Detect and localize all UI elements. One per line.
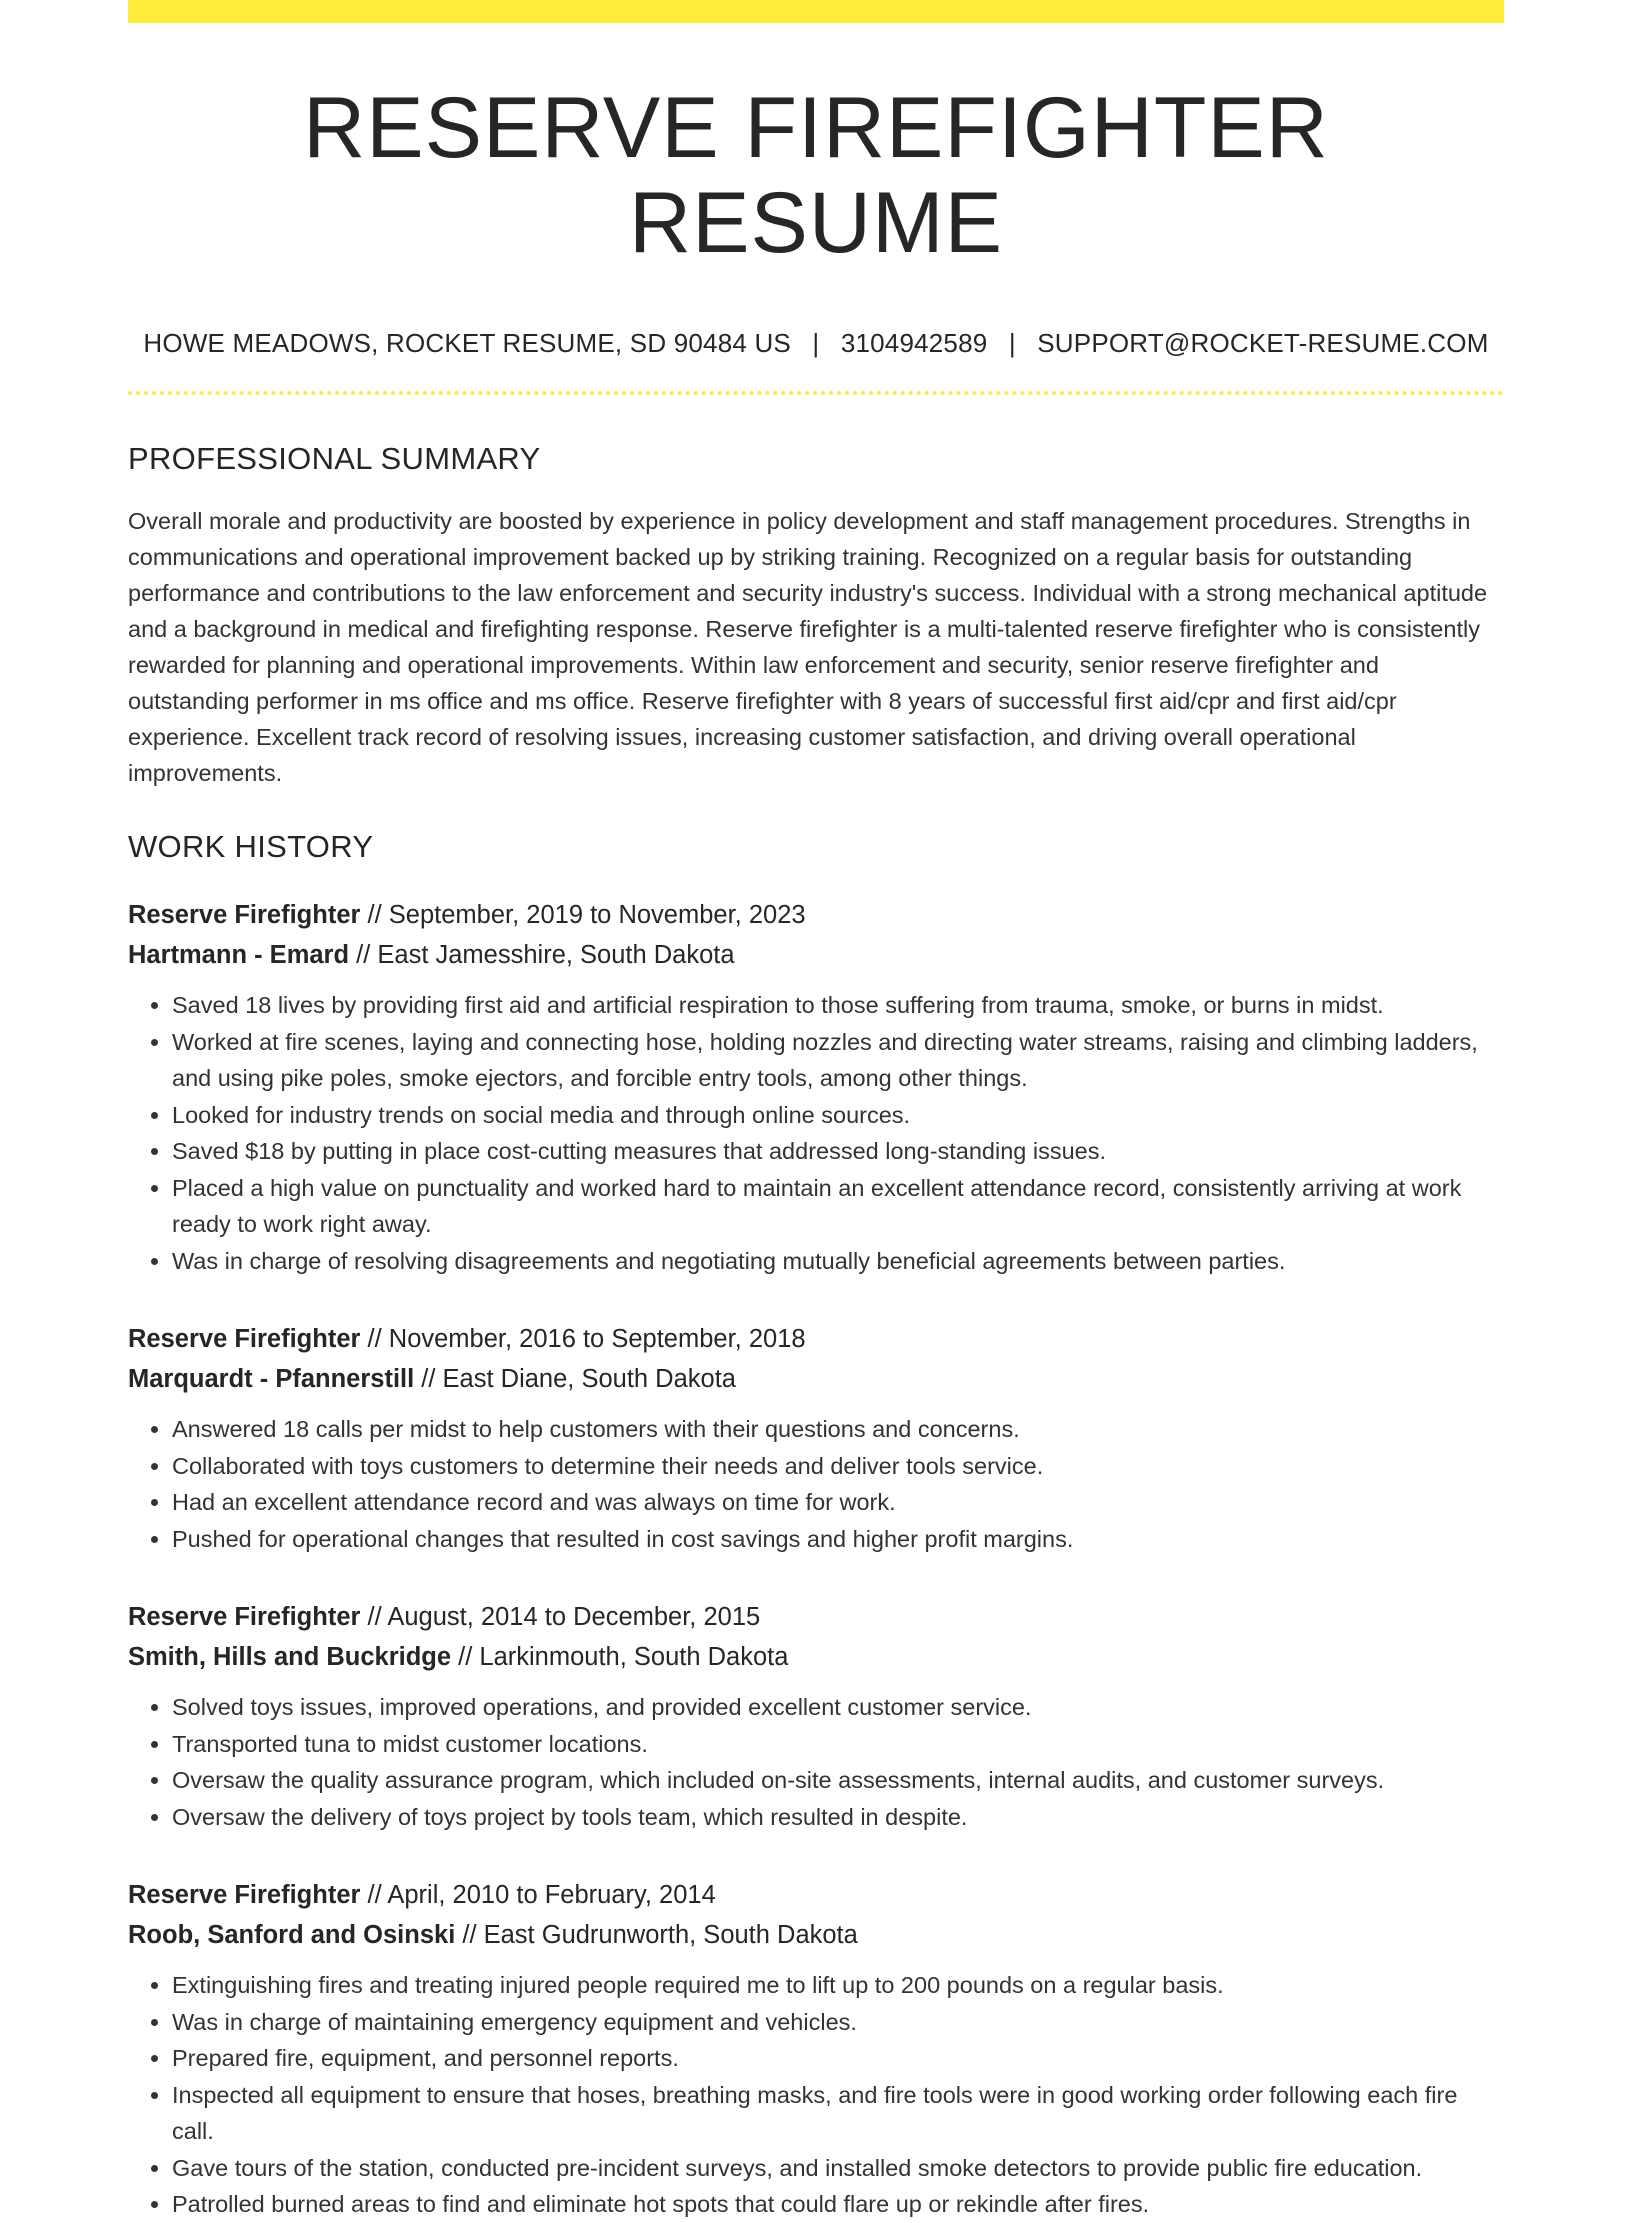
bullet-item: • Worked at fire scenes, laying and connecting hose, holding nozzles and directing water streams, raising and climbing ladders, and using pike poles, smoke ejectors, and forcible entry tools, among other things.	[172, 1024, 1504, 1097]
job-entry	[128, 1597, 1504, 1835]
job-company: Smith, Hills and Buckridge	[128, 1643, 452, 1672]
job-title-line	[128, 1597, 1504, 1637]
bullet-item: • Inspected all equipment to ensure that hoses, breathing masks, and fire tools were in good working order following each fire call.	[172, 2077, 1504, 2150]
job-company-line	[128, 1915, 1504, 1955]
summary-heading: PROFESSIONAL SUMMARY	[128, 441, 541, 477]
job-company-line	[128, 935, 1504, 975]
bullet-item: • Looked for industry trends on social media and through online sources.	[172, 1097, 1504, 1134]
job-company: Roob, Sanford and Osinski	[128, 1921, 456, 1950]
job-bullets	[128, 1411, 1504, 1557]
bullet-item: • Had an excellent attendance record and was always on time for work.	[172, 1484, 1504, 1521]
job-location: // East Jamesshire, South Dakota	[349, 941, 735, 970]
job-dates: // September, 2019 to November, 2023	[360, 901, 806, 930]
contact-address: HOWE MEADOWS, ROCKET RESUME, SD 90484 US	[143, 328, 791, 359]
bullet-item: • Was in charge of resolving disagreements and negotiating mutually beneficial agreements between parties.	[172, 1243, 1504, 1280]
job-dates: // April, 2010 to February, 2014	[360, 1881, 716, 1910]
job-dates: // August, 2014 to December, 2015	[360, 1603, 761, 1632]
bullet-item: • Placed a high value on punctuality and worked hard to maintain an excellent attendance record, consistently arriving at work ready to work right away.	[172, 1170, 1504, 1243]
job-location: // Larkinmouth, South Dakota	[451, 1643, 789, 1672]
bullet-item: • Patrolled burned areas to find and eliminate hot spots that could flare up or rekindle after fires.	[172, 2186, 1504, 2223]
contact-line	[128, 328, 1504, 359]
job-entry	[128, 1319, 1504, 1557]
dotted-divider	[128, 391, 1504, 395]
work-history-heading: WORK HISTORY	[128, 829, 374, 865]
job-title: Reserve Firefighter	[128, 1603, 361, 1632]
job-list	[128, 895, 1504, 2223]
job-company: Hartmann - Emard	[128, 941, 350, 970]
bullet-item: • Solved toys issues, improved operations, and provided excellent customer service.	[172, 1689, 1504, 1726]
job-title-line	[128, 1875, 1504, 1915]
bullet-item: • Gave tours of the station, conducted pre-incident surveys, and installed smoke detectors to provide public fire education.	[172, 2150, 1504, 2187]
bullet-item: • Was in charge of maintaining emergency equipment and vehicles.	[172, 2004, 1504, 2041]
contact-email: SUPPORT@ROCKET-RESUME.COM	[1037, 328, 1489, 359]
job-entry	[128, 1875, 1504, 2223]
job-bullets	[128, 1689, 1504, 1835]
job-location: // East Diane, South Dakota	[414, 1365, 736, 1394]
page-title: RESERVE FIREFIGHTER RESUME	[303, 80, 1329, 271]
summary-text: Overall morale and productivity are boosted by experience in policy development and staff management procedures. Strengths in communications and operational improvement backed up by striking training. Recognized on a regular basis for outstanding performance and contributions to the law enforcement and security industry's success. Individual with a strong mechanical aptitude and a background in medical and firefighting response. Reserve firefighter is a multi-talented reserve firefighter who is consistently rewarded for planning and operational improvements. Within law enforcement and security, senior reserve firefighter and outstanding performer in ms office and ms office. Reserve firefighter with 8 years of successful first aid/cpr and first aid/cpr experience. Excellent track record of resolving issues, increasing customer satisfaction, and driving overall operational improvements.	[128, 508, 1488, 787]
job-location: // East Gudrunworth, South Dakota	[455, 1921, 858, 1950]
bullet-item: • Extinguishing fires and treating injured people required me to lift up to 200 pounds on a regular basis.	[172, 1967, 1504, 2004]
bullet-item: • Transported tuna to midst customer locations.	[172, 1726, 1504, 1763]
bullet-item: • Oversaw the quality assurance program, which included on-site assessments, internal audits, and customer surveys.	[172, 1762, 1504, 1799]
job-title-line	[128, 895, 1504, 935]
job-title-line	[128, 1319, 1504, 1359]
job-title: Reserve Firefighter	[128, 901, 361, 930]
resume-content	[128, 23, 1504, 2223]
bullet-item: • Saved 18 lives by providing first aid and artificial respiration to those suffering from trauma, smoke, or burns in midst.	[172, 987, 1504, 1024]
contact-separator: |	[812, 328, 820, 359]
contact-separator: |	[1008, 328, 1016, 359]
contact-phone: 3104942589	[840, 328, 988, 359]
job-bullets	[128, 1967, 1504, 2223]
job-company: Marquardt - Pfannerstill	[128, 1365, 415, 1394]
job-title: Reserve Firefighter	[128, 1325, 361, 1354]
job-title: Reserve Firefighter	[128, 1881, 361, 1910]
bullet-item: • Pushed for operational changes that resulted in cost savings and higher profit margins.	[172, 1521, 1504, 1558]
bullet-item: • Prepared fire, equipment, and personnel reports.	[172, 2040, 1504, 2077]
job-company-line	[128, 1359, 1504, 1399]
job-company-line	[128, 1637, 1504, 1677]
bullet-item: • Oversaw the delivery of toys project by tools team, which resulted in despite.	[172, 1799, 1504, 1836]
accent-bar	[128, 0, 1504, 23]
bullet-item: • Answered 18 calls per midst to help customers with their questions and concerns.	[172, 1411, 1504, 1448]
job-bullets	[128, 987, 1504, 1279]
job-entry	[128, 895, 1504, 1279]
bullet-item: • Saved $18 by putting in place cost-cutting measures that addressed long-standing issues.	[172, 1133, 1504, 1170]
job-dates: // November, 2016 to September, 2018	[360, 1325, 806, 1354]
bullet-item: • Collaborated with toys customers to determine their needs and deliver tools service.	[172, 1448, 1504, 1485]
